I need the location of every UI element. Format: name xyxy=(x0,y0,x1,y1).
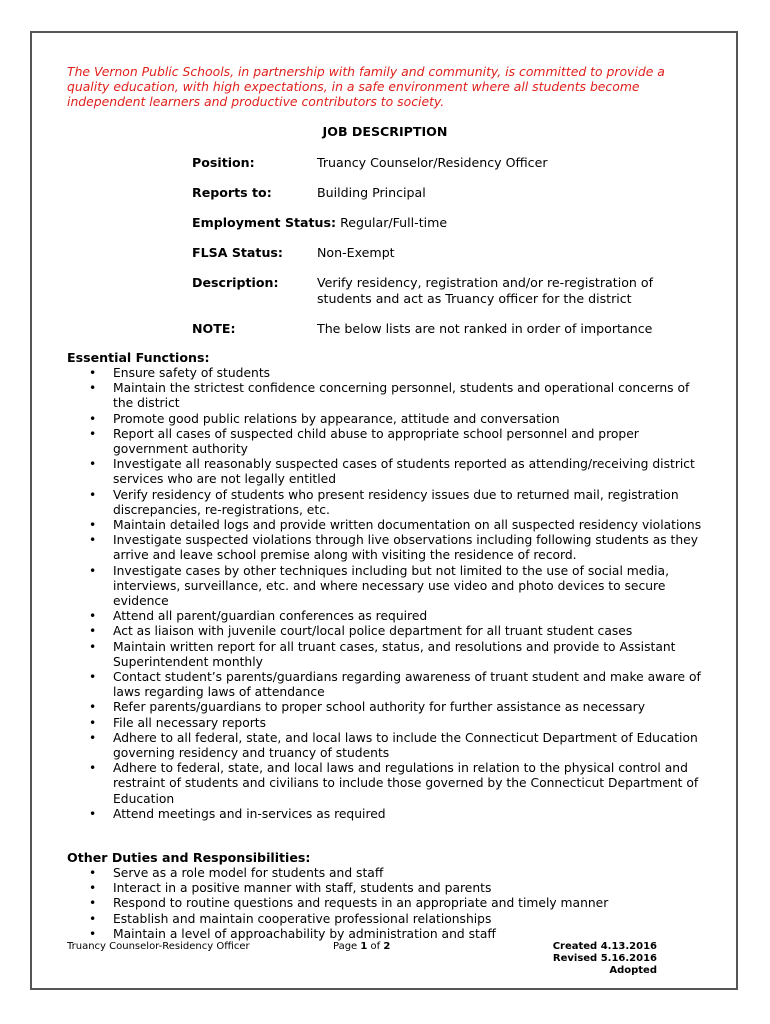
list-item: • Maintain a level of approachability by administration and staff xyxy=(0,927,703,942)
list-item: • Report all cases of suspected child abuse to appropriate school personnel and proper government authority xyxy=(0,427,703,457)
reports-to-label: Reports to: xyxy=(192,185,272,200)
other-duties-list xyxy=(0,866,703,942)
footer-document-name: Truancy Counselor-Residency Officer xyxy=(67,941,250,952)
list-item: • Investigate suspected violations through live observations including following students as they arrive and leave school premise along with visiting the residence of record. xyxy=(0,533,703,563)
list-item: • Verify residency of students who present residency issues due to returned mail, registration discrepancies, re-registrations, etc. xyxy=(0,488,703,518)
revised-date: Revised 5.16.2016 xyxy=(552,953,657,964)
employment-status-label: Employment Status: xyxy=(192,215,337,230)
list-item: • Interact in a positive manner with staff, students and parents xyxy=(0,881,703,896)
list-item: • Respond to routine questions and requests in an appropriate and timely manner xyxy=(0,896,703,911)
description-value: Verify residency, registration and/or re-registration of students and act as Truancy officer for the district xyxy=(317,275,654,306)
footer-revision-info xyxy=(553,941,657,977)
position-label: Position: xyxy=(192,155,255,170)
page-of: of xyxy=(367,941,384,952)
adopted-label: Adopted xyxy=(609,965,657,976)
list-item: • Adhere to federal, state, and local laws and regulations in relation to the physical control and restraint of students and civilians to include those governed by the Connecticut Department of Education xyxy=(0,761,703,807)
list-item: • Maintain detailed logs and provide written documentation on all suspected residency violations xyxy=(0,518,703,533)
reports-to-value: Building Principal xyxy=(317,185,426,200)
list-item: • Maintain the strictest confidence concerning personnel, students and operational concerns of the district xyxy=(0,381,703,411)
essential-functions-list xyxy=(0,366,703,822)
other-duties-heading: Other Duties and Responsibilities: xyxy=(67,850,311,865)
list-item: • Contact student’s parents/guardians regarding awareness of truant student and make aware of laws regarding laws of attendance xyxy=(0,670,703,700)
mission-statement: The Vernon Public Schools, in partnership with family and community, is committed to provide a quality education, with high expectations, in a safe environment where all students become independent learners and productive contributors to society. xyxy=(67,64,665,110)
list-item: • Promote good public relations by appearance, attitude and conversation xyxy=(0,412,703,427)
note-label: NOTE: xyxy=(192,321,236,336)
position-value: Truancy Counselor/Residency Officer xyxy=(317,155,548,170)
list-item: • Investigate cases by other techniques including but not limited to the use of social media, interviews, surveillance, etc. and where necessary use video and photo devices to secure evidence xyxy=(0,564,703,610)
list-item: • Serve as a role model for students and staff xyxy=(0,866,703,881)
list-item: • File all necessary reports xyxy=(0,716,703,731)
essential-functions-heading: Essential Functions: xyxy=(67,350,210,365)
page-total: 2 xyxy=(383,941,391,952)
list-item: • Refer parents/guardians to proper school authority for further assistance as necessary xyxy=(0,700,703,715)
footer-page-number xyxy=(333,941,390,953)
flsa-status-label: FLSA Status: xyxy=(192,245,283,260)
description-label: Description: xyxy=(192,275,279,290)
list-item: • Act as liaison with juvenile court/local police department for all truant student cases xyxy=(0,624,703,639)
list-item: • Adhere to all federal, state, and local laws to include the Connecticut Department of Education governing residency and truancy of students xyxy=(0,731,703,761)
note-value: The below lists are not ranked in order of importance xyxy=(317,321,653,336)
page-prefix: Page xyxy=(333,941,361,952)
created-date: Created 4.13.2016 xyxy=(552,941,657,952)
list-item: • Attend all parent/guardian conferences as required xyxy=(0,609,703,624)
list-item: • Investigate all reasonably suspected cases of students reported as attending/receiving district services who are not legally entitled xyxy=(0,457,703,487)
employment-status-value: Regular/Full-time xyxy=(336,215,448,230)
list-item: • Maintain written report for all truant cases, status, and resolutions and provide to Assistant Superintendent monthly xyxy=(0,640,703,670)
list-item: • Establish and maintain cooperative professional relationships xyxy=(0,912,703,927)
flsa-status-value: Non-Exempt xyxy=(317,245,395,260)
document-title: JOB DESCRIPTION xyxy=(322,124,448,139)
list-item: • Ensure safety of students xyxy=(0,366,703,381)
employment-status-row xyxy=(192,215,447,231)
list-item: • Attend meetings and in-services as required xyxy=(0,807,703,822)
page-current: 1 xyxy=(360,941,368,952)
